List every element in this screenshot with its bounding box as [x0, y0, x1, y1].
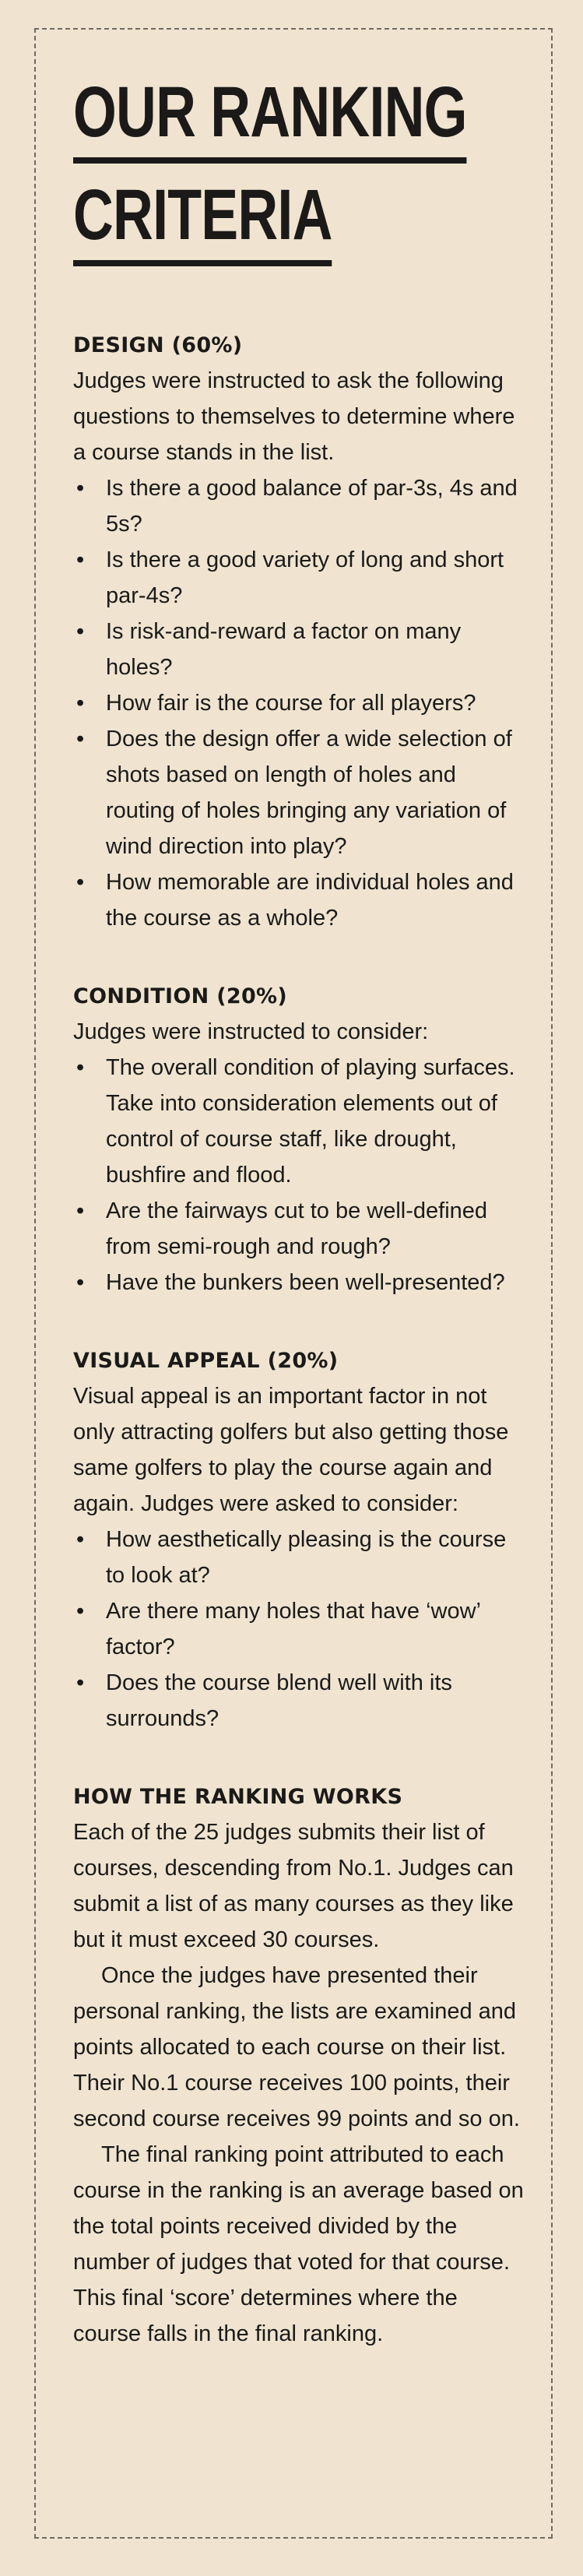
list-item: [73, 1050, 525, 1193]
list-item-text: Are the fairways cut to be well-defined from semi-rough and rough?: [106, 1198, 488, 1259]
section-condition: [73, 980, 525, 1300]
bullet-icon: •: [76, 1670, 85, 1695]
list-item: [73, 1265, 525, 1300]
bullet-icon: •: [76, 870, 85, 895]
list-item: [73, 1193, 525, 1265]
list-item-text: Does the design offer a wide selection of shots based on length of holes and routing of holes bringing any variation of wind direction into play?: [106, 727, 512, 859]
list-item: [73, 864, 525, 936]
bullet-icon: •: [76, 1527, 85, 1552]
bullet-icon: •: [76, 547, 85, 572]
how-paragraph-3: The final ranking point attributed to each course in the ranking is an average based on the total points received divided by the number of judges that voted for that course. This final ‘score’ determines where the course falls in the final ranking.: [73, 2142, 524, 2346]
list-item-text: Does the course blend well with its surrounds?: [106, 1670, 452, 1731]
list-item: [73, 1665, 525, 1737]
list-item: [73, 1593, 525, 1665]
article-content: [73, 69, 525, 2395]
how-paragraph-1: Each of the 25 judges submits their list of courses, descending from No.1. Judges can submit a list of as many courses as they like but it must exceed 30 courses.: [73, 1820, 514, 1952]
section-heading-how-ranking-works: HOW THE RANKING WORKS: [73, 1785, 403, 1809]
bullet-icon: •: [76, 1055, 85, 1080]
bullet-icon: •: [76, 476, 85, 501]
design-intro: Judges were instructed to ask the following questions to themselves to determine where a course stands in the list.: [73, 368, 515, 465]
how-paragraph-2: Once the judges have presented their personal ranking, the lists are examined and points allocated to each course on their list. Their No.1 course receives 100 points, their second course receives 99 points and so on.: [73, 1963, 520, 2131]
visual-appeal-intro: Visual appeal is an important factor in not only attracting golfers but also getting those same golfers to play the course again and again. Judges were asked to consider:: [73, 1384, 509, 1516]
bullet-icon: •: [76, 727, 85, 751]
bullet-icon: •: [76, 1198, 85, 1223]
list-item-text: Are there many holes that have ‘wow’ factor?: [106, 1599, 480, 1659]
list-item: [73, 685, 525, 721]
list-item-text: Have the bunkers been well-presented?: [106, 1270, 505, 1295]
bullet-icon: •: [76, 1599, 85, 1624]
section-heading-condition: CONDITION (20%): [73, 984, 288, 1008]
design-bullet-list: [73, 470, 525, 936]
visual-appeal-bullet-list: [73, 1522, 525, 1737]
list-item: [73, 470, 525, 542]
list-item-text: The overall condition of playing surfaces. Take into consideration elements out of control of course staff, like drought, bushfire and flood.: [106, 1055, 515, 1188]
list-item-text: How aesthetically pleasing is the course to look at?: [106, 1527, 507, 1588]
list-item-text: Is there a good balance of par-3s, 4s and 5s?: [106, 476, 518, 537]
bullet-icon: •: [76, 1270, 85, 1295]
list-item: [73, 1522, 525, 1593]
section-visual-appeal: [73, 1344, 525, 1737]
section-heading-design: DESIGN (60%): [73, 333, 243, 357]
title-line-2: CRITERIA: [73, 171, 332, 266]
page-title: [73, 69, 535, 274]
title-line-1: OUR RANKING: [73, 69, 467, 164]
list-item-text: How memorable are individual holes and the course as a whole?: [106, 870, 514, 931]
list-item-text: How fair is the course for all players?: [106, 691, 476, 716]
bullet-icon: •: [76, 691, 85, 716]
list-item-text: Is there a good variety of long and short par-4s?: [106, 547, 504, 608]
list-item-text: Is risk-and-reward a factor on many holes?: [106, 619, 462, 680]
section-design: [73, 329, 525, 936]
bullet-icon: •: [76, 619, 85, 644]
section-heading-visual-appeal: VISUAL APPEAL (20%): [73, 1349, 339, 1373]
list-item: [73, 721, 525, 864]
condition-bullet-list: [73, 1050, 525, 1300]
list-item: [73, 614, 525, 685]
section-how-ranking-works: [73, 1780, 525, 2352]
condition-intro: Judges were instructed to consider:: [73, 1019, 429, 1044]
list-item: [73, 542, 525, 614]
